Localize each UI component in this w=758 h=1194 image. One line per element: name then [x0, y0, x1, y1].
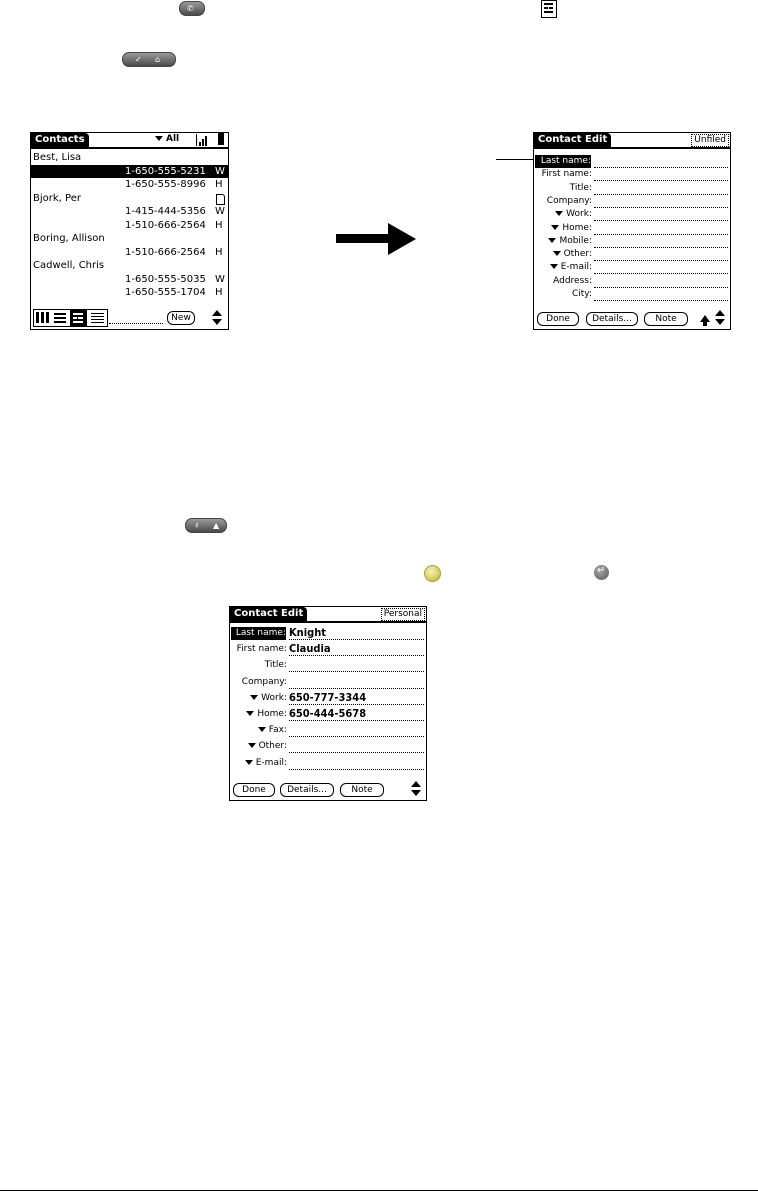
grid-view-icon[interactable]: [36, 312, 50, 323]
phone-type: H: [215, 179, 223, 190]
field-row: [534, 208, 730, 221]
chevron-down-icon: [245, 760, 253, 765]
field-row: [534, 195, 730, 208]
edit1-title-bar: [534, 133, 730, 149]
field-input[interactable]: [594, 222, 728, 235]
field-label[interactable]: Fax:: [230, 724, 287, 737]
field-label: City:: [571, 289, 592, 299]
contact-phone-row[interactable]: [31, 219, 228, 232]
details-button[interactable]: Details...: [280, 783, 334, 797]
field-row: [230, 708, 426, 721]
field-label: Title:: [264, 660, 287, 671]
field-row: [230, 676, 426, 689]
chevron-down-icon: [250, 695, 258, 700]
contact-name-row[interactable]: [31, 151, 228, 164]
field-row: [534, 168, 730, 181]
field-row: [534, 222, 730, 235]
field-input[interactable]: [289, 676, 424, 689]
contact-name-row[interactable]: [31, 259, 228, 272]
category-dropdown[interactable]: All: [155, 134, 179, 144]
field-input[interactable]: [594, 248, 728, 261]
field-row: [534, 275, 730, 288]
field-row: [230, 740, 426, 753]
phone-number: 1-650-555-1704: [125, 287, 206, 298]
chevron-down-icon: [258, 727, 266, 732]
field-row: [534, 235, 730, 248]
phone-type: W: [215, 165, 225, 177]
phone-number: 1-650-555-5035: [125, 273, 206, 285]
contact-phone-row[interactable]: [31, 178, 228, 191]
field-row: [534, 248, 730, 261]
enter-button-icon: ↵: [594, 565, 609, 580]
scroll-arrows[interactable]: [212, 310, 222, 326]
phone-number: 1-650-555-5231: [125, 165, 206, 177]
field-label[interactable]: Work:: [534, 208, 592, 221]
phone-type: H: [215, 246, 223, 258]
phone-type: W: [215, 206, 225, 217]
field-label: First name:: [236, 644, 287, 655]
contact-name: Boring, Allison: [33, 233, 105, 244]
shift-arrow-icon: [700, 315, 710, 322]
contact-name: Best, Lisa: [33, 152, 82, 163]
field-row: [534, 182, 730, 195]
note-button[interactable]: Note: [340, 783, 384, 797]
field-input[interactable]: [594, 261, 728, 274]
view-toggle[interactable]: [33, 309, 108, 327]
signal-icon: [196, 134, 210, 146]
edit1-title: Contact Edit: [534, 133, 611, 147]
field-row: [230, 757, 426, 770]
contact-name-row[interactable]: [31, 192, 228, 205]
field-label: Last name:: [231, 627, 286, 640]
field-label[interactable]: E-mail:: [230, 757, 287, 770]
phone-type: W: [215, 273, 225, 285]
arrow-right-icon: [336, 223, 416, 255]
field-input[interactable]: 650-777-3344: [289, 692, 424, 705]
edit2-title-bar: [230, 607, 426, 623]
field-input[interactable]: [594, 275, 728, 288]
contact-name: Bjork, Per: [33, 192, 81, 204]
shift-arrow-stem: [703, 322, 707, 326]
field-label[interactable]: Home:: [230, 708, 287, 721]
field-row: [534, 288, 730, 301]
field-input[interactable]: [594, 288, 728, 301]
field-input[interactable]: [594, 168, 728, 181]
edit2-title: Contact Edit: [230, 607, 307, 621]
field-row: [230, 627, 426, 640]
field-input[interactable]: 650-444-5678: [289, 708, 424, 721]
field-label: First name:: [541, 169, 592, 180]
field-input[interactable]: Claudia: [289, 643, 424, 656]
contacts-screen: [30, 132, 229, 330]
contact-name: Cadwell, Chris: [33, 260, 105, 271]
scroll-arrows[interactable]: [715, 310, 725, 326]
field-row: [230, 643, 426, 656]
field-row: [230, 692, 426, 705]
field-label[interactable]: Home:: [534, 222, 592, 235]
chevron-down-icon: [248, 743, 256, 748]
field-input[interactable]: [594, 182, 728, 195]
note-button[interactable]: Note: [644, 312, 688, 326]
chevron-down-icon: [155, 136, 163, 141]
field-label: Last name:: [535, 155, 591, 168]
pager-buttons-icon: ♯ ▲: [185, 518, 227, 533]
category-selector[interactable]: Unfiled: [691, 134, 729, 147]
page-footer-rule: [0, 1190, 758, 1191]
chevron-down-icon: [553, 251, 561, 256]
chevron-down-icon: [246, 711, 254, 716]
done-button[interactable]: Done: [537, 312, 579, 326]
yellow-dot-icon: [424, 565, 441, 582]
contact-phone-row[interactable]: [31, 273, 228, 286]
field-input[interactable]: [594, 195, 728, 208]
phone-number: 1-415-444-5356: [125, 206, 206, 217]
contacts-title-bar: [31, 133, 228, 149]
field-label: Company:: [241, 676, 287, 687]
field-input[interactable]: [289, 659, 424, 672]
field-label[interactable]: Work:: [230, 692, 287, 705]
details-button[interactable]: Details...: [586, 312, 638, 326]
chevron-down-icon: [550, 264, 558, 269]
field-label[interactable]: Other:: [230, 740, 287, 753]
field-input[interactable]: [289, 740, 424, 753]
done-button[interactable]: Done: [233, 783, 275, 797]
edit1-fields: [534, 155, 730, 307]
phone-type: H: [215, 287, 223, 298]
field-row: [230, 724, 426, 737]
field-input[interactable]: [594, 208, 728, 221]
field-label: Company:: [546, 195, 592, 206]
phone-number: 1-510-666-2564: [125, 219, 206, 231]
field-input[interactable]: [594, 235, 728, 248]
note-icon[interactable]: [216, 194, 225, 205]
category-selector[interactable]: Personal: [381, 608, 425, 621]
field-label: Title:: [569, 182, 592, 193]
list-view-icon: [541, 0, 557, 18]
new-button[interactable]: New: [167, 311, 195, 325]
field-input[interactable]: [289, 724, 424, 737]
field-input[interactable]: [594, 155, 728, 168]
contact-phone-row[interactable]: [31, 165, 228, 178]
contact-name-row[interactable]: [31, 232, 228, 245]
field-input[interactable]: Knight: [289, 627, 424, 640]
callout-line: [496, 159, 534, 160]
chevron-down-icon: [548, 238, 556, 243]
dot-view-icon[interactable]: [54, 312, 66, 323]
field-row: [534, 155, 730, 168]
chevron-down-icon: [551, 225, 559, 230]
detail-view-icon[interactable]: [91, 312, 104, 323]
edit2-fields: [230, 627, 426, 777]
phone-number: 1-510-666-2564: [125, 246, 206, 258]
list-view-selected-icon[interactable]: [70, 310, 87, 326]
field-input[interactable]: [289, 757, 424, 770]
field-label[interactable]: E-mail:: [534, 261, 592, 274]
contact-edit-screen-2: [229, 606, 427, 801]
phone-type: H: [215, 219, 223, 231]
phone-button-icon: ✆: [179, 1, 205, 16]
phone-number: 1-650-555-8996: [125, 179, 206, 190]
field-row: [230, 659, 426, 672]
contact-phone-row[interactable]: [31, 286, 228, 299]
field-label: Address:: [553, 275, 592, 286]
contact-phone-row[interactable]: [31, 205, 228, 218]
battery-icon: [218, 133, 224, 145]
contact-phone-row[interactable]: [31, 246, 228, 259]
field-row: [534, 261, 730, 274]
contact-list: [31, 151, 228, 311]
app-buttons-icon: ✓ ⌂: [122, 52, 176, 67]
contacts-title: Contacts: [31, 133, 89, 147]
find-line: [109, 323, 163, 324]
chevron-down-icon: [555, 211, 563, 216]
field-label[interactable]: Other:: [534, 248, 592, 261]
contact-edit-screen-1: [533, 132, 731, 330]
scroll-arrows[interactable]: [411, 781, 421, 797]
field-label[interactable]: Mobile:: [534, 235, 592, 248]
